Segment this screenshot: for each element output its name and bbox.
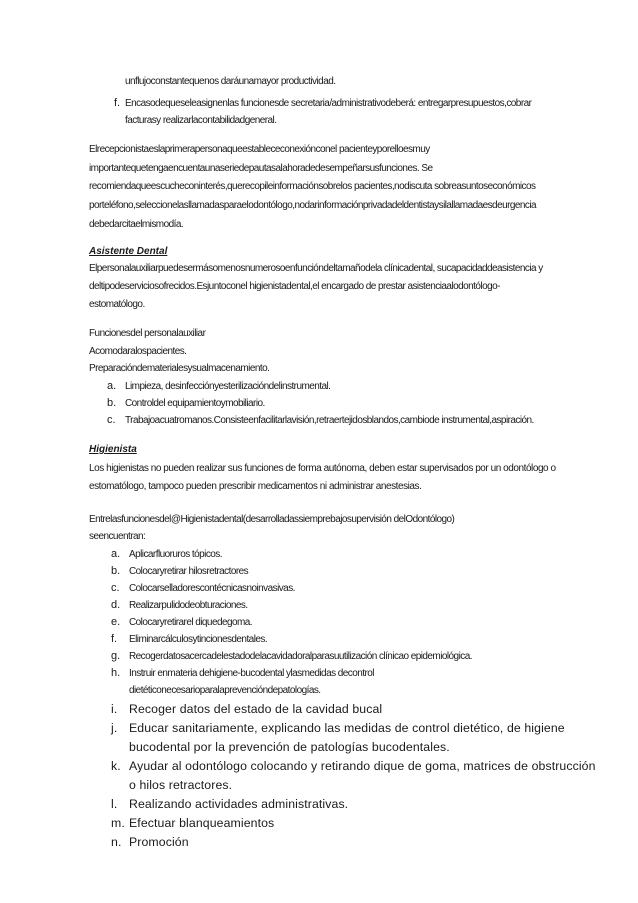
list-marker-b: b. — [111, 565, 121, 577]
list-item-text: Eliminarcálculosytincionesdentales. — [129, 634, 268, 645]
list-marker-b: b. — [107, 397, 117, 409]
section-heading-asistente: Asistente Dental — [89, 246, 168, 257]
list-marker-a: a. — [107, 380, 117, 392]
list-marker-k: k. — [111, 759, 121, 773]
asistente-para-line3: estomatólogo. — [89, 299, 145, 310]
higienista-funciones-intro-line2: seencuentran: — [89, 531, 146, 542]
list-item-text: Aplicarfluoruros tópicos. — [129, 549, 222, 560]
list-marker-c: c. — [111, 582, 120, 594]
list-marker-e: e. — [111, 616, 121, 628]
list-item-text: Instruir enmateria dehigiene-bucodental ylasmedidas decontrol — [129, 668, 374, 679]
asistente-para-line1: Elpersonalauxiliarpuedesermásomenosnumerosoenfuncióndeltamañodela clínicadental, sucapacidaddeasistencia y — [89, 263, 543, 274]
list-item-text-continuation: o hilos retractores. — [129, 778, 233, 792]
reception-para-line1: Elrecepcionistaeslaprimerapersonaqueestablececonexiónconel pacienteyporelloesmuy — [89, 144, 430, 155]
list-item-text: Efectuar blanqueamientos — [129, 816, 275, 830]
list-marker-n: n. — [111, 835, 122, 849]
list-marker-j: j. — [111, 721, 118, 735]
list-marker-l: l. — [111, 797, 118, 811]
list-item-text: Trabajoacuatromanos.Consisteenfacilitarlavisión,retraertejidosblandos,cambiode instrumental,aspiración. — [125, 415, 534, 426]
list-item-text: Promoción — [129, 835, 189, 849]
list-item-text: Colocarselladorescontécnicasnoinvasivas. — [129, 583, 295, 594]
list-marker-d: d. — [111, 599, 121, 611]
reception-para-line5: debedarcitaelmismodía. — [89, 219, 184, 230]
list-marker-a: a. — [111, 548, 121, 560]
list-item-text: Limpieza, desinfecciónyesterilizacióndelinstrumental. — [125, 381, 331, 392]
list-marker-f: f. — [111, 633, 118, 645]
higienista-para-line2: estomatólogo, tampoco pueden prescribir medicamentos ni administrar anestesias. — [89, 481, 422, 492]
list-item-f-line1: Encasodequeseleasignenlas funcionesde secretaria/administrativodeberá: entregarpresupuestos,cobrar — [125, 98, 532, 109]
list-item-text: Colocaryretirar hilosretractores — [129, 566, 249, 577]
list-item-text: Realizarpulidodeobturaciones. — [129, 600, 248, 611]
list-item-text: Ayudar al odontólogo colocando y retirando dique de goma, matrices de obstrucción — [129, 759, 596, 773]
list-marker-c: c. — [107, 414, 116, 426]
higienista-para-line1: Los higienistas no pueden realizar sus funciones de forma autónoma, deben estar supervisados por un odontólogo o — [89, 463, 556, 474]
list-item-e-continuation: unflujoconstantequenos daráunamayor productividad. — [125, 76, 336, 87]
reception-para-line4: porteléfono,seleccionelasllamadasparaelodontólogo,nodarinformaciónprivadadeldentistaysilallamadaesdeurgencia — [89, 200, 537, 211]
list-item-text: Controldel equipamientoymobiliario. — [125, 398, 265, 409]
asistente-para-line2: deltipodeserviciosofrecidos.Esjuntoconel higienistadental,el encargado de prestar asistenciaalodontólogo- — [89, 281, 500, 292]
list-item-text: Recoger datos del estado de la cavidad bucal — [129, 702, 383, 716]
list-item-text: Educar sanitariamente, explicando las medidas de control dietético, de higiene — [129, 721, 565, 735]
list-marker-f: f. — [114, 97, 121, 109]
funciones-auxiliar-line1: Acomodaralospacientes. — [89, 346, 187, 357]
list-item-text-continuation: bucodental por la prevención de patologías bucodentales. — [129, 740, 450, 754]
list-marker-i: i. — [111, 702, 118, 716]
reception-para-line2: importantequetengaencuentaunaseriedepautasalahoradedesempeñarsusfunciones. Se — [89, 163, 433, 174]
reception-para-line3: recomiendaqueescucheconinterés,querecopileinformaciónsobrelos pacientes,nodiscuta sobreasuntoseconómicos — [89, 181, 536, 192]
list-marker-m: m. — [111, 816, 125, 830]
section-heading-higienista: Higienista — [89, 444, 137, 455]
funciones-auxiliar-title: Funcionesdel personalauxiliar — [89, 328, 206, 339]
list-item-f-line2: facturasy realizarlacontabilidadgeneral. — [125, 115, 277, 126]
list-marker-h: h. — [111, 667, 121, 679]
list-item-text: Colocaryretirarel diquedegoma. — [129, 617, 253, 628]
list-item-text: Realizando actividades administrativas. — [129, 797, 349, 811]
list-item-text-continuation: dietéticonecesarioparalaprevencióndepatologías. — [129, 685, 321, 696]
higienista-funciones-intro-line1: Entrelasfuncionesdel@Higienistadental(desarrolladassiemprebajosupervisión delOdontólogo) — [89, 514, 455, 525]
funciones-auxiliar-line2: Preparacióndematerialesysualmacenamiento. — [89, 363, 270, 374]
list-item-text: Recogerdatosacercadelestadodelacavidadoralparasuutilización clínicao epidemiológica. — [129, 651, 472, 662]
list-marker-g: g. — [111, 650, 121, 662]
